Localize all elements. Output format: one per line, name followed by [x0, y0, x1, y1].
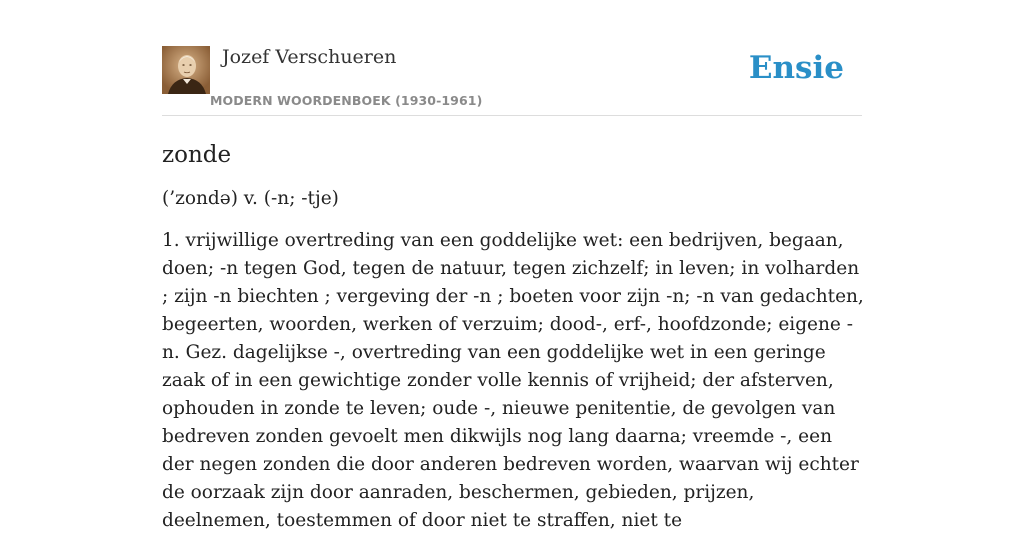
entry-headword: zonde [162, 142, 232, 168]
brand-logo[interactable]: Ensie [748, 50, 844, 86]
source-label: MODERN WOORDENBOEK (1930-1961) [210, 93, 483, 108]
entry-pronunciation: (’zondə) v. (-n; -tje) [162, 188, 339, 209]
entry-definition: 1. vrijwillige overtreding van een goddelijke wet: een bedrijven, begaan, doen; -n tegen God, tegen de natuur, tegen zichzelf; in leven; in volharden ; zijn -n biechten ; vergeving der -n ; boeten voor zijn -n; -n van gedachten, begeerten, woorden, werken of verzuim; dood-, erf-, hoofdzonde; eigene -n. Gez. dagelijkse -, overtreding van een goddelijke wet in een geringe zaak of in een gewichtige zonder volle kennis of vrijheid; der afsterven, ophouden in zonde te leven; oude -, nieuwe penitentie, de gevolgen van bedreven zonden gevoelt men dikwijls nog lang daarna; vreemde -, een der negen zonden die door anderen bedreven worden, waarvan wij echter de oorzaak zijn door aanraden, beschermen, gebieden, prijzen, deelnemen, toestemmen of door niet te straffen, niet te [162, 230, 864, 531]
header-divider [162, 115, 862, 116]
header [162, 46, 862, 116]
author-name[interactable]: Jozef Verschueren [222, 46, 397, 68]
author-avatar[interactable] [162, 46, 210, 94]
portrait-image [162, 46, 210, 94]
entry-content [162, 139, 866, 535]
